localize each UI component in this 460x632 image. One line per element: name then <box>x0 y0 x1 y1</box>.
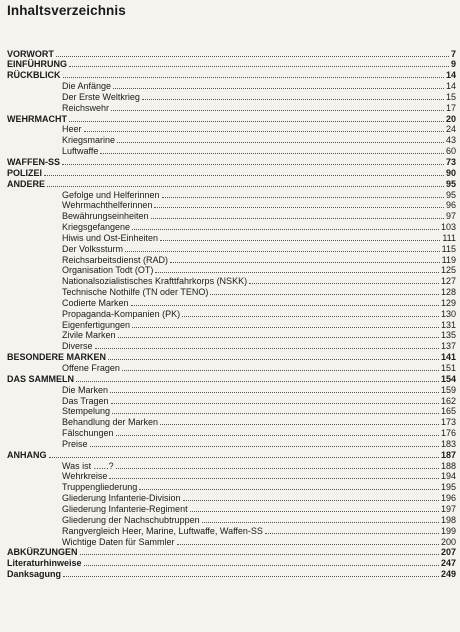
toc-entry-label: Was ist ......? <box>62 460 114 471</box>
dot-leader <box>131 304 439 306</box>
toc-entry-label: RÜCKBLICK <box>7 70 61 81</box>
toc-entry-label: Kriegsmarine <box>62 135 116 146</box>
dot-leader <box>151 217 444 219</box>
table-of-contents <box>0 26 460 579</box>
dot-leader <box>182 315 439 317</box>
toc-subentry[interactable] <box>0 406 460 417</box>
dot-leader <box>265 532 439 534</box>
toc-entry-label: Gliederung Infanterie-Regiment <box>62 503 188 514</box>
toc-page-number: 137 <box>440 341 456 352</box>
toc-page-number: 103 <box>440 222 456 233</box>
toc-entry-label: Fälschungen <box>62 428 114 439</box>
toc-entry-label: Gefolge und Helferinnen <box>62 189 160 200</box>
toc-section-entry[interactable] <box>0 156 460 167</box>
toc-page-number: 128 <box>440 287 456 298</box>
toc-subentry[interactable] <box>0 221 460 232</box>
dot-leader <box>108 358 439 360</box>
toc-page-number: 200 <box>440 536 456 547</box>
dot-leader <box>118 336 439 338</box>
toc-entry-label: Der Volkssturm <box>62 243 124 254</box>
toc-page-number: 131 <box>440 319 456 330</box>
toc-entry-label: Der Erste Weltkrieg <box>62 91 140 102</box>
toc-subentry[interactable] <box>0 80 460 91</box>
toc-entry-label: Nationalsozialistisches Krafttfahrkorps (NSKK) <box>62 276 248 287</box>
dot-leader <box>109 477 439 479</box>
toc-page-number: 14 <box>445 81 456 92</box>
toc-page-number: 9 <box>450 59 456 70</box>
toc-entry-label: ABKÜRZUNGEN <box>7 547 78 558</box>
dot-leader <box>95 347 439 349</box>
dot-leader <box>210 293 439 295</box>
toc-subentry[interactable] <box>0 427 460 438</box>
toc-entry-label: Die Marken <box>62 384 109 395</box>
dot-leader <box>63 575 439 577</box>
dot-leader <box>63 76 444 78</box>
dot-leader <box>170 261 440 263</box>
toc-subentry[interactable] <box>0 471 460 482</box>
toc-entry-label: POLIZEI <box>7 167 43 178</box>
toc-page-number: 15 <box>445 91 456 102</box>
toc-entry-label: Organisation Todt (OT) <box>62 265 154 276</box>
toc-entry-label: DAS SAMMELN <box>7 373 74 384</box>
dot-leader <box>56 55 449 57</box>
toc-section-entry[interactable] <box>0 178 460 189</box>
toc-page-number: 165 <box>440 406 456 417</box>
toc-section-entry[interactable] <box>0 373 460 384</box>
toc-page-number: 249 <box>440 569 456 580</box>
toc-page-number: 73 <box>445 156 456 167</box>
toc-page-number: 119 <box>441 254 456 265</box>
toc-subentry[interactable] <box>0 286 460 297</box>
dot-leader <box>44 174 444 176</box>
toc-entry-label: Behandlung der Marken <box>62 417 159 428</box>
toc-section-entry[interactable] <box>0 59 460 70</box>
toc-entry-label: Hiwis und Ost-Einheiten <box>62 232 159 243</box>
dot-leader <box>90 445 439 447</box>
dot-leader <box>142 98 444 100</box>
toc-subentry[interactable] <box>0 481 460 492</box>
toc-entry-label: WEHRMACHT <box>7 113 67 124</box>
toc-page-number: 125 <box>440 265 456 276</box>
dot-leader <box>117 141 444 143</box>
toc-entry-label: Stempelung <box>62 406 111 417</box>
toc-spacer <box>0 37 460 48</box>
toc-entry-label: Propaganda-Kompanien (PK) <box>62 308 181 319</box>
toc-section-entry[interactable] <box>0 113 460 124</box>
toc-subentry[interactable] <box>0 232 460 243</box>
toc-entry-label: Das Tragen <box>62 395 109 406</box>
toc-entry-label: ANDERE <box>7 178 46 189</box>
dot-leader <box>139 488 439 490</box>
toc-entry-label: Truppengliederung <box>62 482 138 493</box>
toc-page-number: 127 <box>440 276 456 287</box>
toc-page-number: 162 <box>440 395 456 406</box>
toc-entry-label: Diverse <box>62 341 93 352</box>
toc-entry-label: Codierte Marken <box>62 297 129 308</box>
toc-subentry[interactable] <box>0 189 460 200</box>
dot-leader <box>154 206 444 208</box>
dot-leader <box>62 163 444 165</box>
toc-page-number: 141 <box>440 352 456 363</box>
toc-section-entry[interactable] <box>0 547 460 558</box>
dot-leader <box>100 152 444 154</box>
toc-page-number: 151 <box>440 363 456 373</box>
toc-entry-label: Danksagung <box>7 569 62 580</box>
toc-entry-label: Reichsarbeitsdienst (RAD) <box>62 254 169 265</box>
dot-leader <box>84 130 444 132</box>
toc-subentry[interactable] <box>0 102 460 113</box>
toc-page-number: 20 <box>445 113 456 124</box>
toc-section-entry[interactable] <box>0 351 460 362</box>
toc-entry-label: BESONDERE MARKEN <box>7 352 107 363</box>
toc-subentry[interactable] <box>0 319 460 330</box>
dot-leader <box>116 467 439 469</box>
toc-page-number: 183 <box>440 438 456 449</box>
toc-subentry[interactable] <box>0 243 460 254</box>
toc-entry-label: Eigenfertigungen <box>62 319 131 330</box>
dot-leader <box>116 434 439 436</box>
toc-spacer <box>0 26 460 37</box>
toc-entry-label: Preise <box>62 438 88 449</box>
dot-leader <box>110 391 439 393</box>
toc-subentry[interactable] <box>0 492 460 503</box>
dot-leader <box>160 423 439 425</box>
toc-entry-label: WAFFEN-SS <box>7 156 60 167</box>
toc-page-number: 135 <box>440 330 456 341</box>
toc-subentry[interactable] <box>0 340 460 351</box>
toc-subentry[interactable] <box>0 145 460 156</box>
toc-page-number: 199 <box>440 525 456 536</box>
toc-subentry[interactable] <box>0 210 460 221</box>
dot-leader <box>160 239 440 241</box>
dot-leader <box>49 456 439 458</box>
dot-leader <box>132 228 439 230</box>
toc-subentry[interactable] <box>0 265 460 276</box>
toc-entry-label: Wehrmachthelferinnen <box>62 200 153 211</box>
dot-leader <box>249 282 439 284</box>
toc-entry-label: VORWORT <box>7 48 54 59</box>
toc-page-number: 95 <box>445 178 456 189</box>
toc-page-number: 129 <box>440 297 456 308</box>
dot-leader <box>122 369 439 371</box>
dot-leader <box>111 402 439 404</box>
toc-section-entry[interactable] <box>0 557 460 568</box>
toc-entry-label: Offene Fragen <box>62 363 120 373</box>
toc-entry-label: Gliederung Infanterie-Division <box>62 493 181 504</box>
dot-leader <box>112 412 439 414</box>
toc-page-number: 43 <box>445 135 456 146</box>
toc-entry-label: Heer <box>62 124 82 135</box>
toc-section-entry[interactable] <box>0 167 460 178</box>
toc-page-number: 7 <box>450 48 456 59</box>
toc-entry-label: Reichswehr <box>62 102 110 113</box>
toc-page-number: 130 <box>440 308 456 319</box>
dot-leader <box>80 553 439 555</box>
toc-page-number: 187 <box>440 449 456 460</box>
toc-entry-label: Bewährungseinheiten <box>62 211 149 222</box>
dot-leader <box>125 250 440 252</box>
dot-leader <box>113 87 444 89</box>
toc-page-number: 195 <box>440 482 456 493</box>
toc-subentry[interactable] <box>0 503 460 514</box>
toc-subentry[interactable] <box>0 438 460 449</box>
toc-page-number: 154 <box>440 373 456 384</box>
dot-leader <box>155 271 439 273</box>
toc-page-number: 207 <box>440 547 456 558</box>
toc-section-entry[interactable] <box>0 69 460 80</box>
toc-entry-label: Literaturhinweise <box>7 558 82 569</box>
toc-subentry[interactable] <box>0 275 460 286</box>
toc-subentry[interactable] <box>0 536 460 547</box>
toc-entry-label: Wehrkreise <box>62 471 108 482</box>
toc-subentry[interactable] <box>0 200 460 211</box>
toc-page-number: 198 <box>440 514 456 525</box>
toc-subentry[interactable] <box>0 254 460 265</box>
toc-page-number: 247 <box>440 558 456 569</box>
toc-subentry[interactable] <box>0 297 460 308</box>
dot-leader <box>84 564 439 566</box>
toc-page-number: 197 <box>440 503 456 514</box>
toc-subentry[interactable] <box>0 525 460 536</box>
toc-page-number: 60 <box>445 146 456 157</box>
toc-section-entry[interactable] <box>0 568 460 579</box>
toc-page-number: 173 <box>440 417 456 428</box>
toc-page-number: 111 <box>442 232 456 243</box>
toc-entry-label: Kriegsgefangene <box>62 222 131 233</box>
dot-leader <box>162 196 444 198</box>
toc-entry-label: Zivile Marken <box>62 330 116 341</box>
dot-leader <box>76 380 439 382</box>
toc-page-number: 24 <box>445 124 456 135</box>
toc-entry-label: Wichtige Daten für Sammler <box>62 536 175 547</box>
toc-page-number: 188 <box>440 460 456 471</box>
toc-subentry[interactable] <box>0 416 460 427</box>
toc-page-number: 194 <box>440 471 456 482</box>
toc-page-number: 96 <box>445 200 456 211</box>
dot-leader <box>47 185 444 187</box>
toc-subentry[interactable] <box>0 91 460 102</box>
toc-page-number: 159 <box>440 384 456 395</box>
toc-entry-label: Gliederung der Nachschubtruppen <box>62 514 200 525</box>
toc-subentry[interactable] <box>0 124 460 135</box>
dot-leader <box>111 109 444 111</box>
toc-subentry[interactable] <box>0 362 460 373</box>
dot-leader <box>69 65 449 67</box>
toc-page-number: 196 <box>440 493 456 504</box>
toc-entry-label: EINFÜHRUNG <box>7 59 67 70</box>
page-title: Inhaltsverzeichnis <box>7 3 126 18</box>
toc-entry-label: Die Anfänge <box>62 81 112 92</box>
dot-leader <box>190 510 439 512</box>
toc-entry-label: ANHANG <box>7 449 47 460</box>
toc-page-number: 97 <box>445 211 456 222</box>
toc-subentry[interactable] <box>0 330 460 341</box>
toc-section-entry[interactable] <box>0 449 460 460</box>
toc-subentry[interactable] <box>0 460 460 471</box>
toc-section-entry[interactable] <box>0 48 460 59</box>
toc-page-number: 176 <box>440 428 456 439</box>
toc-entry-label: Luftwaffe <box>62 146 99 157</box>
toc-page-number: 95 <box>445 189 456 200</box>
toc-entry-label: Technische Nothilfe (TN oder TENO) <box>62 287 209 298</box>
toc-subentry[interactable] <box>0 384 460 395</box>
dot-leader <box>183 499 439 501</box>
toc-entry-label: Rangvergleich Heer, Marine, Luftwaffe, Waffen-SS <box>62 525 263 536</box>
toc-page-number: 14 <box>445 70 456 81</box>
toc-page-number: 17 <box>445 102 456 113</box>
dot-leader <box>132 326 439 328</box>
dot-leader <box>202 521 439 523</box>
toc-page-number: 115 <box>441 243 456 254</box>
dot-leader <box>69 120 444 122</box>
toc-subentry[interactable] <box>0 514 460 525</box>
toc-page-number: 90 <box>445 167 456 178</box>
toc-subentry[interactable] <box>0 308 460 319</box>
toc-subentry[interactable] <box>0 395 460 406</box>
dot-leader <box>177 543 439 545</box>
toc-subentry[interactable] <box>0 134 460 145</box>
